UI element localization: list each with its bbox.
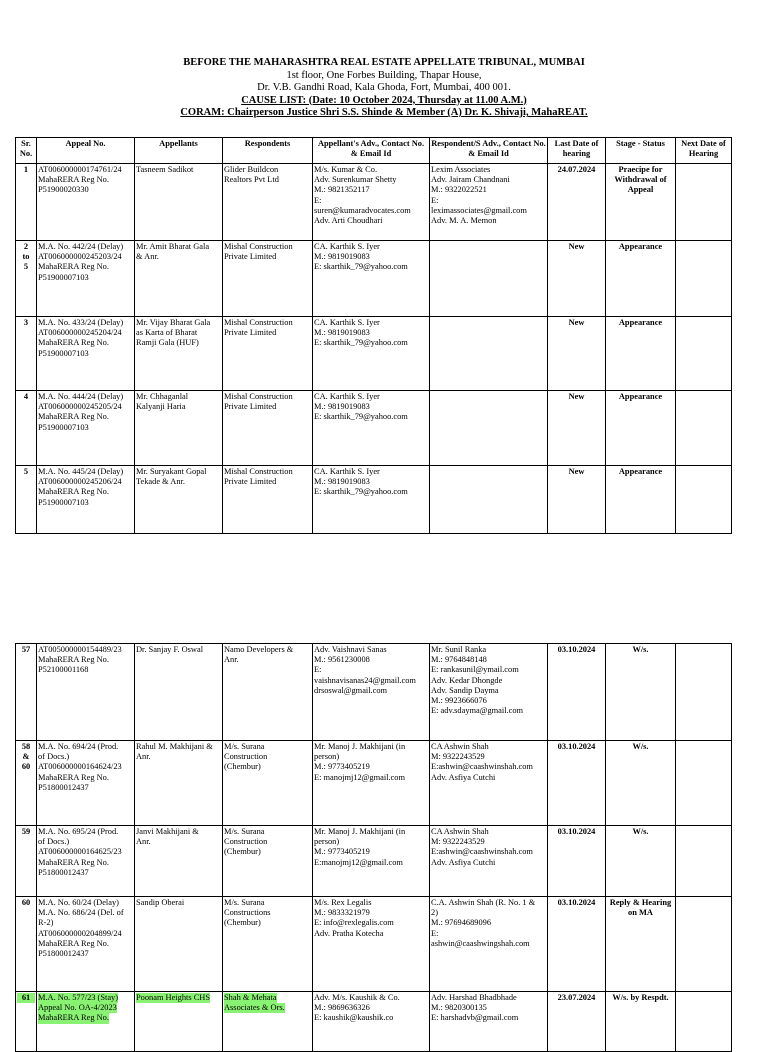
appellants-line: Anr. [136, 752, 151, 762]
respondents-line: M/s. Surana [224, 742, 265, 751]
adv-resp-line: CA Ashwin Shah [431, 742, 489, 751]
appeal-line: M.A. No. 444/24 (Delay) [38, 392, 124, 401]
sr-no-line: to [22, 252, 30, 262]
respondents-line: (Chembur) [224, 762, 261, 772]
appeal-line: of Docs.) [38, 837, 70, 847]
cell-stage-status: W/s. [606, 741, 676, 826]
cell-sr-no [16, 391, 37, 466]
table-row [16, 164, 732, 241]
adv-resp-line: Lexim Associates [431, 165, 491, 174]
cell-respondents [223, 826, 313, 897]
col-header-appellant-adv: Appellant's Adv., Contact No. & Email Id [313, 138, 430, 164]
adv-app-line: E: manojmj12@gmail.com [314, 772, 405, 782]
adv-app-line: M.: 9561230008 [314, 655, 370, 665]
appeal-line: MahaRERA Reg No. [38, 938, 109, 948]
table-row [16, 992, 732, 1052]
cell-next-date [676, 644, 732, 741]
cell-adv-app [313, 466, 430, 534]
cell-adv-resp [430, 241, 548, 317]
appeal-line: M.A. No. 433/24 (Delay) [38, 318, 124, 327]
respondents-line: Constructions [224, 908, 271, 918]
appeal-line: P51900007103 [38, 272, 89, 282]
appeal-line: M.A. No. 442/24 (Delay) [38, 242, 124, 251]
cell-respondents [223, 391, 313, 466]
adv-resp-line: Adv. Jairam Chandnani [431, 175, 510, 185]
appeal-line: M.A. No. 60/24 (Delay) [38, 898, 119, 907]
adv-resp-line: M.: 9820300135 [431, 1003, 487, 1013]
adv-app-line: CA. Karthik S. Iyer [314, 467, 380, 476]
adv-resp-line: M.: 9764848148 [431, 655, 487, 665]
cell-adv-resp [430, 992, 548, 1052]
col-header-stage: Stage - Status [606, 138, 676, 164]
respondents-line: (Chembur) [224, 918, 261, 928]
cell-appellants [135, 741, 223, 826]
adv-app-line: Mr. Manoj J. Makhijani (in [314, 827, 406, 836]
respondents-line: Mishal Construction [224, 318, 293, 327]
adv-resp-line: E: [431, 195, 439, 205]
coram-line: CORAM: Chairperson Justice Shri S.S. Shinde & Member (A) Dr. K. Shivaji, MahaREAT. [180, 107, 588, 118]
cell-next-date [676, 992, 732, 1052]
appellants-line: Kalyanji Haria [136, 402, 186, 412]
adv-app-line: E: [314, 195, 322, 205]
adv-app-line: M.: 9819019083 [314, 252, 370, 262]
adv-resp-line: M.: 9322022521 [431, 185, 487, 195]
appeal-line: MahaRERA Reg No. [38, 655, 109, 665]
cell-sr-no [16, 317, 37, 391]
appeal-line: Appeal No. OA-4/2023 [38, 1003, 117, 1013]
adv-app-line: M/s. Kumar & Co. [314, 165, 378, 174]
respondents-line: M/s. Surana [224, 898, 265, 907]
sr-no-line: 61 [17, 993, 35, 1003]
table-row [16, 466, 732, 534]
sr-no-line: & [22, 752, 30, 762]
cell-sr-no [16, 164, 37, 241]
adv-app-line: Adv. M/s. Kaushik & Co. [314, 993, 400, 1002]
appeal-line: R-2) [38, 918, 54, 928]
cell-appellants [135, 644, 223, 741]
cell-adv-app [313, 826, 430, 897]
respondents-line: Mishal Construction [224, 392, 293, 401]
cell-stage-status: Praecipe for Withdrawal of Appeal [606, 164, 676, 241]
adv-resp-line: Adv. Sandip Dayma [431, 685, 499, 695]
appellants-line: Mr. Suryakant Gopal [136, 467, 207, 476]
cell-appellants [135, 317, 223, 391]
col-header-appellants: Appellants [135, 138, 223, 164]
adv-app-line: M.: 9821352117 [314, 185, 370, 195]
cell-stage-status: W/s. by Respdt. [606, 992, 676, 1052]
cell-stage-status: W/s. [606, 826, 676, 897]
appellants-line: Mr. Chhaganlal [136, 392, 189, 401]
respondents-line: Private Limited [224, 477, 277, 487]
adv-app-line: M.: 9833321979 [314, 908, 370, 918]
cell-adv-app [313, 164, 430, 241]
appeal-line: AT006000000245204/24 [38, 328, 122, 338]
cell-sr-no [16, 241, 37, 317]
cell-adv-app [313, 741, 430, 826]
cause-list-date: CAUSE LIST: (Date: 10 October 2024, Thursday at 11.00 A.M.) [241, 94, 527, 106]
appellants-line: Ramji Gala (HUF) [136, 338, 199, 348]
cell-last-date: New [548, 317, 606, 391]
adv-resp-line: C.A. Ashwin Shah (R. No. 1 & [431, 898, 536, 907]
sr-no-line: 58 [21, 742, 31, 751]
sr-no-line: 5 [23, 467, 29, 476]
cell-appeal [37, 164, 135, 241]
cell-sr-no [16, 897, 37, 992]
cell-last-date: 03.10.2024 [548, 897, 606, 992]
col-header-respondent-adv: Respondent/S Adv., Contact No. & Email Id [430, 138, 548, 164]
adv-app-line: Adv. Surenkumar Shetty [314, 175, 397, 185]
appeal-line: AT006000000245203/24 [38, 252, 122, 262]
cell-next-date [676, 897, 732, 992]
cell-respondents [223, 164, 313, 241]
cell-appellants [135, 897, 223, 992]
appeal-line: AT006000000174761/24 [38, 165, 122, 174]
respondents-line: Associates & Ors. [224, 1003, 285, 1013]
cell-respondents [223, 466, 313, 534]
adv-resp-line: M.: 97694689096 [431, 918, 492, 928]
adv-app-line: E: info@rexlegalis.com [314, 918, 394, 928]
adv-app-line: M.: 9773405219 [314, 762, 370, 772]
appellants-line: Dr. Sanjay F. Oswal [136, 645, 204, 654]
cell-adv-resp [430, 391, 548, 466]
appeal-line: AT006000000204899/24 [38, 928, 122, 938]
adv-resp-line: ashwin@caashwingshah.com [431, 938, 530, 948]
table-row [16, 644, 732, 741]
appeal-line: MahaRERA Reg No. [38, 338, 109, 348]
respondents-line: Anr. [224, 655, 239, 665]
adv-resp-line: M: 9322243529 [431, 837, 485, 847]
adv-resp-line: Adv. Asfiya Cutchi [431, 857, 496, 867]
adv-resp-line: M: 9322243529 [431, 752, 485, 762]
cell-appeal [37, 241, 135, 317]
respondents-line: Private Limited [224, 402, 277, 412]
respondents-line: Private Limited [224, 328, 277, 338]
appellants-line: Janvi Makhijani & [136, 827, 199, 836]
appeal-line: P51900007103 [38, 422, 89, 432]
adv-resp-line: E: adv.sdayma@gmail.com [431, 706, 524, 716]
cell-sr-no [16, 826, 37, 897]
adv-resp-line: Adv. Kedar Dhongde [431, 675, 503, 685]
cell-sr-no [16, 992, 37, 1052]
cell-stage-status: Appearance [606, 466, 676, 534]
respondents-line: M/s. Surana [224, 827, 265, 836]
sr-no-line: 59 [21, 827, 31, 836]
cell-sr-no [16, 644, 37, 741]
adv-resp-line: Adv. Harshad Bhadbhade [431, 993, 517, 1002]
cell-adv-app [313, 644, 430, 741]
cell-appellants [135, 466, 223, 534]
table-row [16, 741, 732, 826]
cell-appellants [135, 391, 223, 466]
adv-resp-line: Mr. Sunil Ranka [431, 645, 487, 654]
document-header [0, 57, 768, 120]
appeal-line: M.A. No. 686/24 (Del. of [38, 908, 124, 918]
cell-appeal [37, 644, 135, 741]
cell-next-date [676, 741, 732, 826]
respondents-line: Glider Buildcon [224, 165, 279, 174]
cell-appeal [37, 466, 135, 534]
cell-last-date: 03.10.2024 [548, 826, 606, 897]
col-header-next-date: Next Date of Hearing [676, 138, 732, 164]
cell-adv-app [313, 897, 430, 992]
cell-sr-no [16, 466, 37, 534]
cell-last-date: New [548, 241, 606, 317]
cell-appeal [37, 897, 135, 992]
sr-no-line: 2 [23, 242, 29, 251]
cell-appeal [37, 826, 135, 897]
table-row [16, 826, 732, 897]
adv-app-line: E:manojmj12@gmail.com [314, 857, 403, 867]
cell-next-date [676, 317, 732, 391]
adv-resp-line: E: [431, 928, 439, 938]
cell-sr-no [16, 741, 37, 826]
cell-appeal [37, 317, 135, 391]
cell-next-date [676, 826, 732, 897]
cell-adv-app [313, 241, 430, 317]
col-header-last-date: Last Date of hearing [548, 138, 606, 164]
sr-no-line: 57 [21, 645, 31, 654]
respondents-line: Shah & Mehata [224, 993, 277, 1002]
respondents-line: Realtors Pvt Ltd [224, 175, 279, 185]
cell-respondents [223, 992, 313, 1052]
cell-stage-status: Appearance [606, 391, 676, 466]
respondents-line: Namo Developers & [224, 645, 294, 654]
adv-app-line: M.: 9819019083 [314, 328, 370, 338]
appeal-line: MahaRERA Reg No. [38, 412, 109, 422]
appeal-line: AT006000000164625/23 [38, 847, 122, 857]
cell-appellants [135, 164, 223, 241]
cell-last-date: 03.10.2024 [548, 741, 606, 826]
appeal-line: AT006000000245206/24 [38, 477, 122, 487]
appeal-line: M.A. No. 577/23 (Stay) [38, 993, 119, 1002]
cell-adv-resp [430, 741, 548, 826]
respondents-line: Mishal Construction [224, 242, 293, 251]
appeal-line: P51800012437 [38, 867, 89, 877]
sr-no-line: 5 [23, 262, 29, 272]
respondents-line: Construction [224, 752, 268, 762]
adv-resp-line: M.: 9923666076 [431, 696, 487, 706]
cell-stage-status: Appearance [606, 241, 676, 317]
appellants-line: Tekade & Anr. [136, 477, 185, 487]
adv-app-line: suren@kumaradvocates.com [314, 205, 411, 215]
appeal-line: MahaRERA Reg No. [38, 1013, 109, 1023]
appeal-line: AT006000000164624/23 [38, 762, 122, 772]
cause-list-table-page-2 [15, 643, 732, 1052]
cell-appellants [135, 241, 223, 317]
adv-app-line: person) [314, 752, 340, 762]
cell-respondents [223, 241, 313, 317]
appeal-line: MahaRERA Reg No. [38, 772, 109, 782]
appeal-line: M.A. No. 445/24 (Delay) [38, 467, 124, 476]
adv-resp-line: CA Ashwin Shah [431, 827, 489, 836]
cell-last-date: New [548, 466, 606, 534]
adv-app-line: M.: 9819019083 [314, 402, 370, 412]
sr-no-line: 4 [23, 392, 29, 401]
appeal-line: MahaRERA Reg No. [38, 262, 109, 272]
adv-resp-line: leximassociates@gmail.com [431, 205, 527, 215]
appeal-line: MahaRERA Reg No. [38, 487, 109, 497]
cell-appeal [37, 391, 135, 466]
adv-app-line: E: [314, 665, 322, 675]
cell-adv-app [313, 391, 430, 466]
cell-last-date: 23.07.2024 [548, 992, 606, 1052]
cell-stage-status: Reply & Hearing on MA [606, 897, 676, 992]
adv-app-line: Adv. Arti Choudhari [314, 216, 383, 226]
appeal-line: P51900007103 [38, 348, 89, 358]
appeal-line: AT005000000154489/23 [38, 645, 122, 654]
table-row [16, 897, 732, 992]
respondents-line: (Chembur) [224, 847, 261, 857]
cell-appeal [37, 741, 135, 826]
sr-no-line: 3 [23, 318, 29, 327]
cell-next-date [676, 391, 732, 466]
appellants-line: as Karta of Bharat [136, 328, 198, 338]
appeal-line: M.A. No. 694/24 (Prod. [38, 742, 119, 751]
cell-next-date [676, 466, 732, 534]
appellants-line: Rahul M. Makhijani & [136, 742, 213, 751]
appellants-line: Anr. [136, 837, 151, 847]
adv-app-line: drsoswal@gmail.com [314, 685, 388, 695]
address-line-2: Dr. V.B. Gandhi Road, Kala Ghoda, Fort, Mumbai, 400 001. [257, 82, 511, 93]
adv-resp-line: E: rankasunil@ymail.com [431, 665, 519, 675]
cell-respondents [223, 644, 313, 741]
cell-last-date: 03.10.2024 [548, 644, 606, 741]
adv-resp-line: 2) [431, 908, 438, 918]
cell-respondents [223, 897, 313, 992]
cell-respondents [223, 317, 313, 391]
table-row [16, 391, 732, 466]
cell-appeal [37, 992, 135, 1052]
adv-app-line: person) [314, 837, 340, 847]
adv-app-line: CA. Karthik S. Iyer [314, 242, 380, 251]
appeal-line: P51900020330 [38, 185, 89, 195]
appellants-line: Tasneem Sadikot [136, 165, 194, 174]
appellants-line: Mr. Vijay Bharat Gala [136, 318, 211, 327]
table-row [16, 241, 732, 317]
appellants-line: Poonam Heights CHS [136, 993, 210, 1002]
adv-resp-line: E:ashwin@caashwinshah.com [431, 762, 533, 772]
appeal-line: of Docs.) [38, 752, 70, 762]
cell-stage-status: W/s. [606, 644, 676, 741]
cell-adv-resp [430, 826, 548, 897]
appeal-line: P51800012437 [38, 782, 89, 792]
cell-appellants [135, 826, 223, 897]
respondents-line: Private Limited [224, 252, 277, 262]
adv-app-line: Mr. Manoj J. Makhijani (in [314, 742, 406, 751]
appeal-line: P52100001168 [38, 665, 89, 675]
cell-adv-resp [430, 897, 548, 992]
adv-app-line: Adv. Pratha Kotecha [314, 928, 384, 938]
sr-no-line: 1 [23, 165, 29, 174]
table-row [16, 317, 732, 391]
cell-appellants [135, 992, 223, 1052]
adv-app-line: E: skarthik_79@yahoo.com [314, 412, 408, 422]
cell-respondents [223, 741, 313, 826]
cell-adv-app [313, 317, 430, 391]
appeal-line: AT006000000245205/24 [38, 402, 122, 412]
cell-adv-resp [430, 466, 548, 534]
col-header-appeal: Appeal No. [37, 138, 135, 164]
cell-adv-resp [430, 317, 548, 391]
adv-app-line: E: skarthik_79@yahoo.com [314, 262, 408, 272]
respondents-line: Mishal Construction [224, 467, 293, 476]
appeal-line: M.A. No. 695/24 (Prod. [38, 827, 119, 836]
col-header-respondents: Respondents [223, 138, 313, 164]
appeal-line: MahaRERA Reg No. [38, 857, 109, 867]
cell-adv-app [313, 992, 430, 1052]
respondents-line: Construction [224, 837, 268, 847]
adv-app-line: M/s. Rex Legalis [314, 898, 372, 907]
cell-adv-resp [430, 644, 548, 741]
cause-list-table-page-1 [15, 137, 732, 534]
address-line-1: 1st floor, One Forbes Building, Thapar House, [286, 69, 482, 81]
appellants-line: & Anr. [136, 252, 159, 262]
col-header-sr: Sr. No. [16, 138, 37, 164]
adv-app-line: E: kaushik@kaushik.co [314, 1013, 394, 1023]
tribunal-title: BEFORE THE MAHARASHTRA REAL ESTATE APPELLATE TRIBUNAL, MUMBAI [183, 57, 585, 68]
adv-app-line: CA. Karthik S. Iyer [314, 392, 380, 401]
adv-resp-line: Adv. M. A. Memon [431, 216, 497, 226]
adv-app-line: E: skarthik_79@yahoo.com [314, 338, 408, 348]
appeal-line: MahaRERA Reg No. [38, 175, 109, 185]
cell-last-date: 24.07.2024 [548, 164, 606, 241]
cell-adv-resp [430, 164, 548, 241]
appeal-line: P51900007103 [38, 497, 89, 507]
table-header-row [16, 138, 732, 164]
adv-app-line: M.: 9869636326 [314, 1003, 370, 1013]
adv-app-line: E: skarthik_79@yahoo.com [314, 487, 408, 497]
adv-app-line: M.: 9773405219 [314, 847, 370, 857]
cell-last-date: New [548, 391, 606, 466]
appellants-line: Mr. Amit Bharat Gala [136, 242, 210, 251]
adv-resp-line: E: harshadvb@gmail.com [431, 1013, 519, 1023]
adv-app-line: M.: 9819019083 [314, 477, 370, 487]
appellants-line: Sandip Oberai [136, 898, 185, 907]
appeal-line: P51800012437 [38, 949, 89, 959]
cell-next-date [676, 241, 732, 317]
adv-app-line: CA. Karthik S. Iyer [314, 318, 380, 327]
sr-no-line: 60 [21, 762, 31, 772]
adv-app-line: vaishnavisanas24@gmail.com [314, 675, 416, 685]
cell-next-date [676, 164, 732, 241]
sr-no-line: 60 [21, 898, 31, 907]
cell-stage-status: Appearance [606, 317, 676, 391]
adv-resp-line: E:ashwin@caashwinshah.com [431, 847, 533, 857]
adv-app-line: Adv. Vaishnavi Sanas [314, 645, 387, 654]
adv-resp-line: Adv. Asfiya Cutchi [431, 772, 496, 782]
